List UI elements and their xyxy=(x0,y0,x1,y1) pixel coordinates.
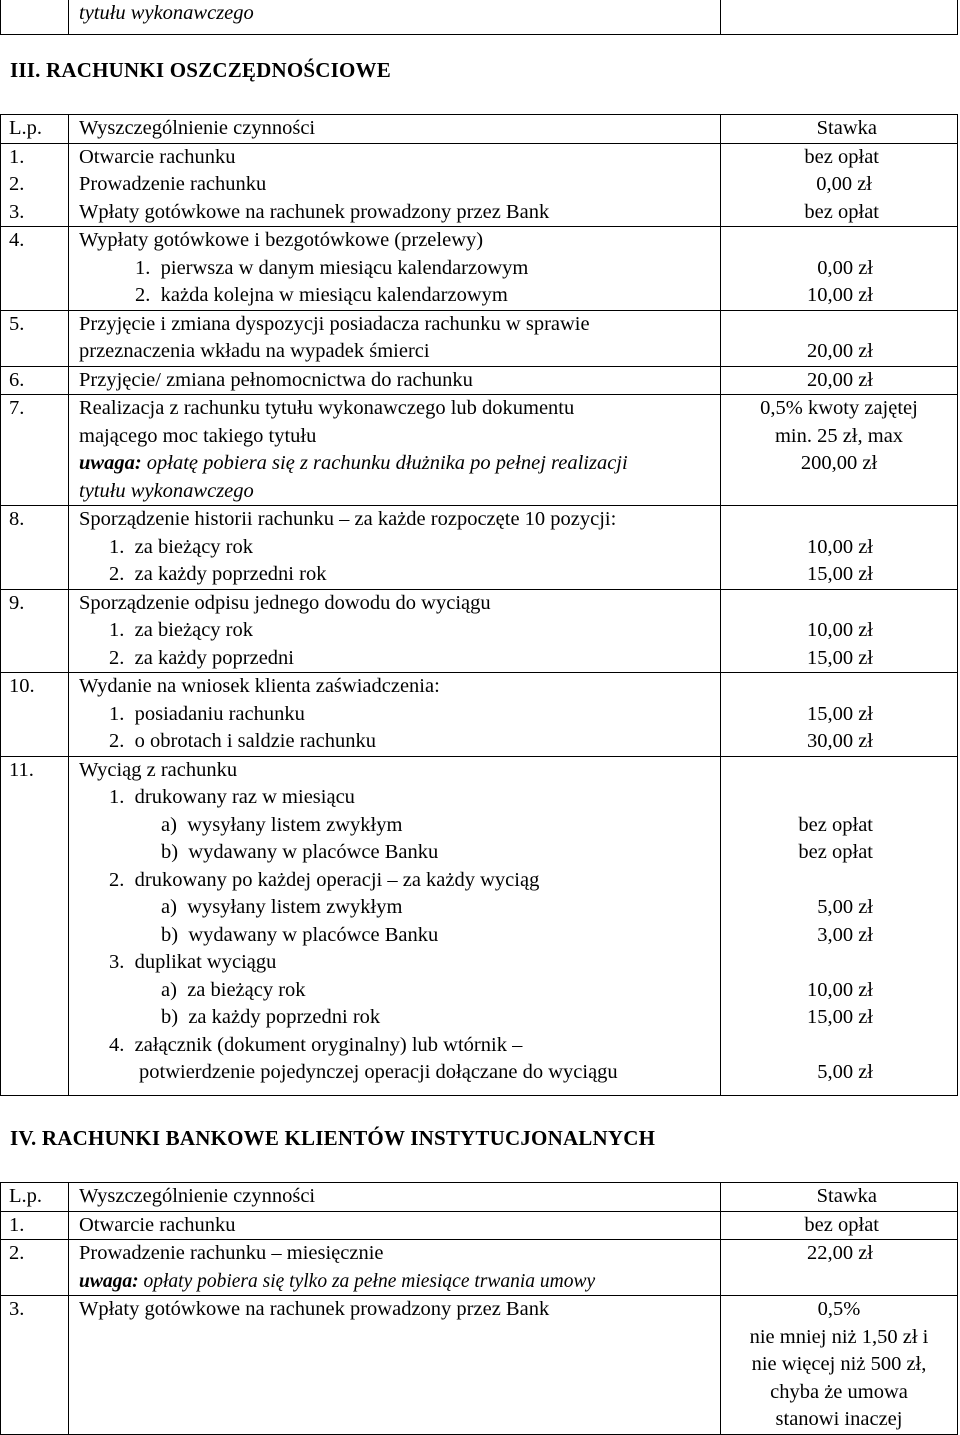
table-row: 1. Otwarcie rachunku bez opłat xyxy=(1,1211,958,1240)
table-row: 2. Prowadzenie rachunku – miesięcznie uwaga: opłaty pobiera się tylko za pełne miesiące trwania umowy 22,00 zł xyxy=(1,1240,958,1296)
table-header: L.p. Wyszczególnienie czynności Stawka xyxy=(1,1183,958,1212)
table-row: 5. Przyjęcie i zmiana dyspozycji posiadacza rachunku w sprawie przeznaczenia wkładu na wypadek śmierci 20,00 zł xyxy=(1,310,958,366)
table-row: 7. Realizacja z rachunku tytułu wykonawczego lub dokumentu mającego moc takiego tytułu uwaga: opłatę pobiera się z rachunku dłużnika po pełnej realizacji tytułu wykonawczego 0,5% kwoty zajętej min. 25 zł, max 200,00 zł xyxy=(1,395,958,506)
table-row: 3. Wpłaty gotówkowe na rachunek prowadzony przez Bank bez opłat xyxy=(1,199,958,227)
table-row: 4. Wypłaty gotówkowe i bezgotówkowe (przelewy) 1. pierwsza w danym miesiącu kalendarzowym 2. każda kolejna w miesiącu kalendarzowym 0,00 zł 10,00 zł xyxy=(1,227,958,311)
continuation-text: tytułu wykonawczego xyxy=(69,0,721,35)
table-row: 1. Otwarcie rachunku bez opłat xyxy=(1,143,958,171)
table-header xyxy=(1,115,958,144)
note-label: uwaga: xyxy=(79,452,142,474)
table-row: 2. Prowadzenie rachunku 0,00 zł xyxy=(1,171,958,199)
table-row: 9. Sporządzenie odpisu jednego dowodu do wyciągu 1. za bieżący rok 2. za każdy poprzedni 10,00 zł 15,00 zł xyxy=(1,589,958,673)
section-3-title: III. RACHUNKI OSZCZĘDNOŚCIOWE xyxy=(10,58,391,82)
savings-fee-table xyxy=(0,114,958,1096)
table-row: 11. Wyciąg z rachunku 1. drukowany raz w miesiącu a) wysyłany listem zwykłym b) wydawany w placówce Banku 2. drukowany po każdej operacji – za każdy wyciąg a) wysyłany listem zwykłym b) wydawany w placówce Banku 3. duplikat wyciągu a) za bieżący rok b) za każdy poprzedni rok 4. załącznik (dokument oryginalny) lub wtórnik – potwierdzenie pojedynczej operacji dołączane do wyciągu bez opłat bez opłat 5,00 zł 3,00 zł 10,00 zł 15,00 zł 5,00 zł xyxy=(1,756,958,1095)
table-row: 8. Sporządzenie historii rachunku – za każde rozpoczęte 10 pozycji: 1. za bieżący rok 2. za każdy poprzedni rok 10,00 zł 15,00 zł xyxy=(1,506,958,590)
header-rate: Stawka xyxy=(721,115,958,144)
continuation-table xyxy=(0,0,958,35)
note-label: uwaga: xyxy=(79,1270,139,1292)
institutional-fee-table xyxy=(0,1182,958,1435)
section-4-title: IV. RACHUNKI BANKOWE KLIENTÓW INSTYTUCJONALNYCH xyxy=(10,1126,656,1150)
table-row: 3. Wpłaty gotówkowe na rachunek prowadzony przez Bank 0,5% nie mniej niż 1,50 zł i nie więcej niż 500 zł, chyba że umowa stanowi inaczej xyxy=(1,1296,958,1435)
header-desc: Wyszczególnienie czynności xyxy=(69,115,721,144)
header-lp: L.p. xyxy=(1,115,69,144)
table-row: 6. Przyjęcie/ zmiana pełnomocnictwa do rachunku 20,00 zł xyxy=(1,366,958,395)
table-row: 10. Wydanie na wniosek klienta zaświadczenia: 1. posiadaniu rachunku 2. o obrotach i saldzie rachunku 15,00 zł 30,00 zł xyxy=(1,673,958,757)
